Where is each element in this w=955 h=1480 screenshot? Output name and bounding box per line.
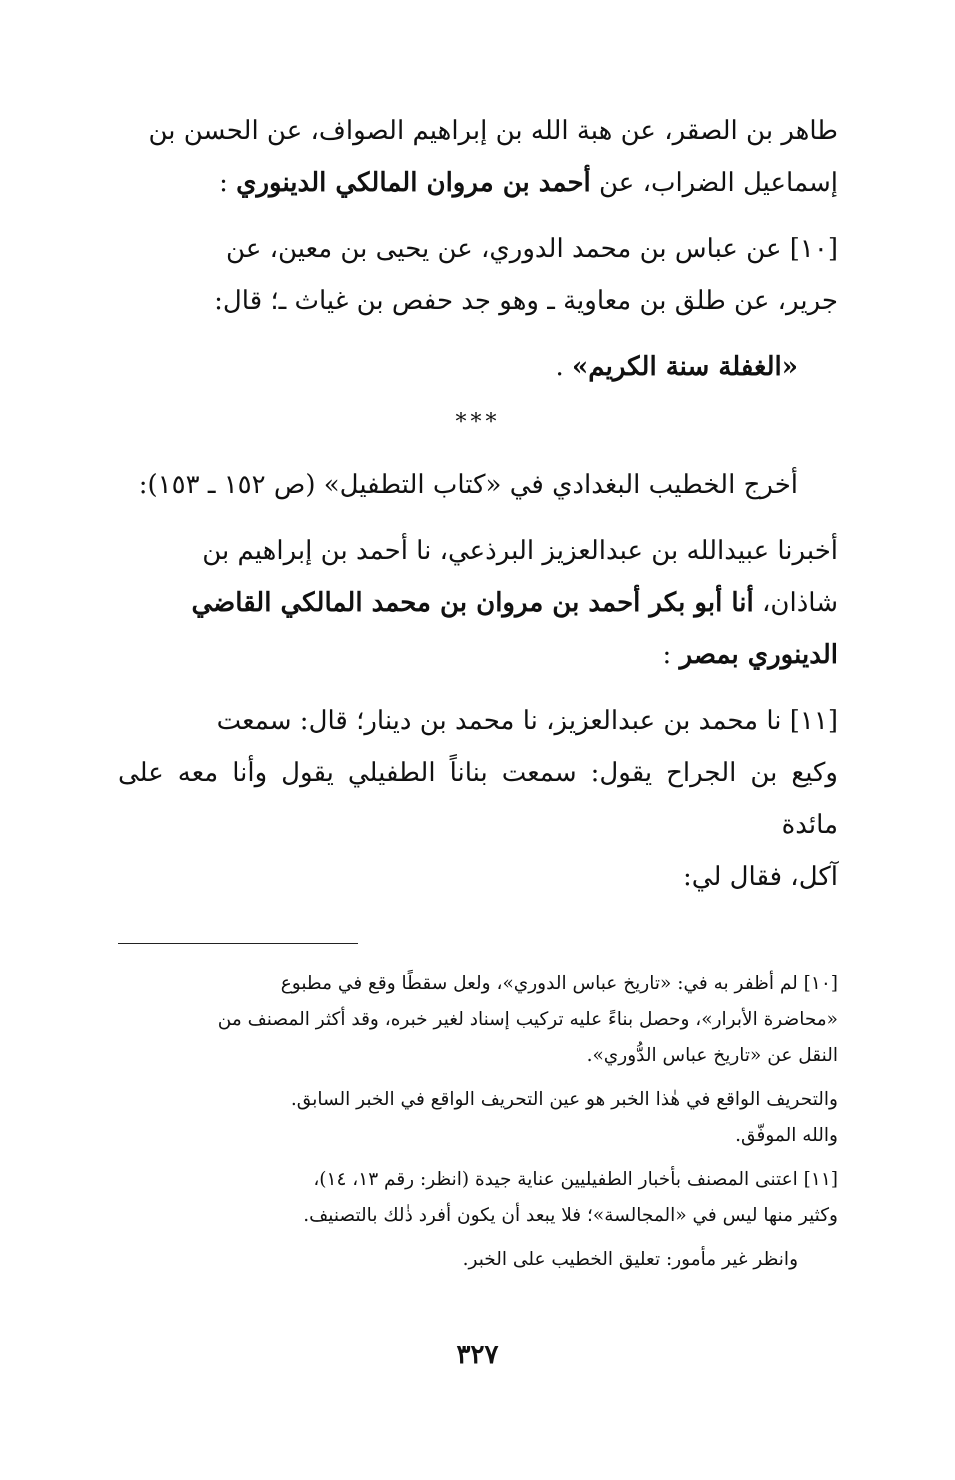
footnote-line: وانظر غير مأمور: تعليق الخطيب على الخبر. [462, 1249, 798, 1270]
quote: «الغفلة سنة الكريم» [572, 352, 798, 382]
paragraph-4 [118, 525, 838, 681]
footnote-11-continued [118, 1242, 838, 1278]
footnote-line: والله الموفّق. [735, 1125, 838, 1146]
text-line: جرير، عن طلق بن معاوية ـ وهو جد حفص بن غياث ـ؛ قال: [214, 286, 838, 316]
footnote-line: [١١] اعتنى المصنف بأخبار الطفيليين عناية جيدة (انظر: رقم ١٣، ١٤)، [313, 1169, 838, 1190]
footnote-line: والتحريف الواقع في هٰذا الخبر هو عين التحريف الواقع في الخبر السابق. [290, 1089, 838, 1110]
main-text [118, 105, 838, 903]
paragraph-3 [118, 459, 838, 511]
period: . [555, 352, 564, 382]
footnote-line: «محاضرة الأبرار»، وحصل بناءً عليه تركيب إسناد لغير خبره، وقد أكثر المصنف من [217, 1009, 838, 1030]
text-line: [١١] نا محمد بن عبدالعزيز، نا محمد بن دينار؛ قال: سمعت [216, 706, 838, 736]
footnote-line: النقل عن «تاريخ عباس الدُّوري». [586, 1045, 838, 1066]
bold-name: أنا أبو بكر أحمد بن مروان بن محمد المالكي القاضي [191, 588, 754, 618]
bold-name: أحمد بن مروان المالكي الدينوري [236, 168, 591, 198]
quote-paragraph [118, 341, 838, 393]
paragraph-5 [118, 695, 838, 903]
text-line: إسماعيل الضراب، عن [590, 168, 838, 198]
paragraph-2 [118, 223, 838, 327]
text-line: شاذان، [753, 588, 838, 618]
footnote-10-continued [118, 1082, 838, 1154]
footnote-line: وكثير منها ليس في «المجالسة»؛ فلا يبعد أن يكون أفرد ذٰلك بالتصنيف. [303, 1205, 838, 1226]
page-body [118, 105, 838, 1278]
colon: : [662, 640, 672, 670]
colon: : [219, 168, 228, 198]
bold-name: الدينوري بمصر [679, 640, 838, 670]
text-line: وكيع بن الجراح يقول: سمعت بناناً الطفيلي يقول وأنا معه على مائدة [118, 758, 838, 840]
footnote-line: [١٠] لم أظفر به في: «تاريخ عباس الدوري»، ولعل سقطًا وقع في مطبوع [280, 973, 838, 994]
paragraph-1 [118, 105, 838, 209]
page-number: ٣٢٧ [456, 1340, 499, 1370]
text-line: أخبرنا عبيدالله بن عبدالعزيز البرذعي، نا أحمد بن إبراهيم بن [202, 536, 838, 566]
footnotes [118, 966, 838, 1278]
text-line: أخرج الخطيب البغدادي في «كتاب التطفيل» (ص ١٥٢ ـ ١٥٣): [138, 470, 798, 500]
footnote-divider [118, 943, 358, 944]
footnote-10 [118, 966, 838, 1074]
text-line: طاهر بن الصقر، عن هبة الله بن إبراهيم الصواف، عن الحسن بن [148, 116, 838, 146]
text-line: [١٠] عن عباس بن محمد الدوري، عن يحيى بن معين، عن [226, 234, 838, 264]
footnote-11 [118, 1162, 838, 1234]
text-line: آكل، فقال لي: [683, 862, 838, 892]
section-separator: *** [455, 410, 501, 435]
